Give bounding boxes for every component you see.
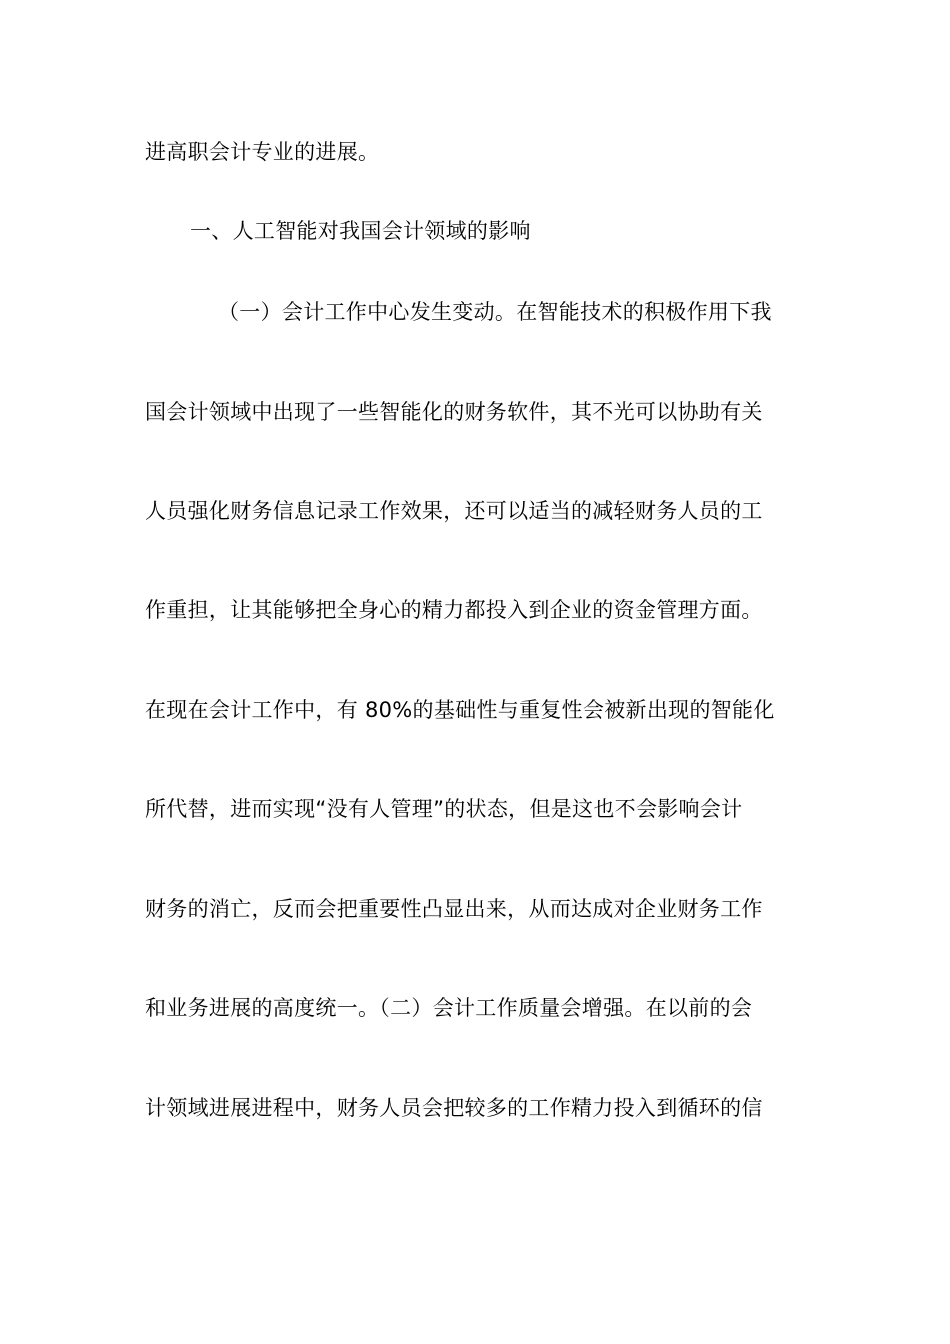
paragraph-line: 作重担，让其能够把全身心的精力都投入到企业的资金管理方面。 bbox=[145, 598, 763, 622]
paragraph-line: 在现在会计工作中，有 80%的基础性与重复性会被新出现的智能化 bbox=[145, 698, 775, 722]
section-heading: 一、人工智能对我国会计领域的影响 bbox=[190, 219, 531, 243]
paragraph-line: 财务的消亡，反而会把重要性凸显出来，从而达成对企业财务工作 bbox=[145, 897, 763, 921]
paragraph-line: （一）会计工作中心发生变动。在智能技术的积极作用下我 bbox=[218, 300, 772, 324]
paragraph-line: 进高职会计专业的进展。 bbox=[145, 140, 380, 164]
paragraph-line: 国会计领域中出现了一些智能化的财务软件，其不光可以协助有关 bbox=[145, 400, 763, 424]
paragraph-line: 人员强化财务信息记录工作效果，还可以适当的减轻财务人员的工 bbox=[145, 499, 763, 523]
paragraph-line: 所代替，进而实现“没有人管理”的状态，但是这也不会影响会计 bbox=[145, 797, 743, 821]
paragraph-line: 计领域进展进程中，财务人员会把较多的工作精力投入到循环的信 bbox=[145, 1096, 763, 1120]
paragraph-line: 和业务进展的高度统一。（二）会计工作质量会增强。在以前的会 bbox=[145, 996, 753, 1020]
